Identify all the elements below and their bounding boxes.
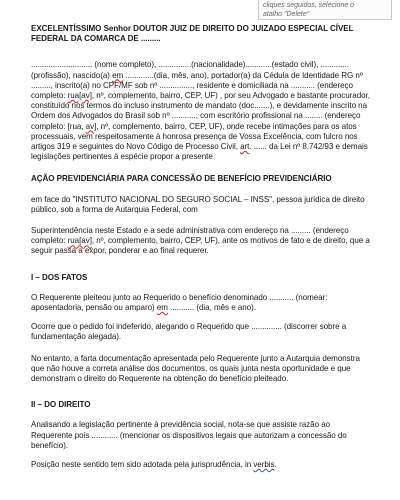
flagged-word: em — [112, 70, 124, 80]
flagged-word: em — [156, 303, 168, 313]
text-run: . ...... da Lei nº 8.742/93 e demais legislações pertinentes à espécie propor a presente — [31, 142, 368, 162]
plaintiff-qualification-paragraph[interactable] — [31, 60, 371, 162]
action-title[interactable] — [31, 174, 371, 184]
text-run: AÇÃO PREVIDENCIÁRIA PARA CONCESSÃO DE BENEFÍCIO PREVIDENCIÁRIO — [31, 174, 332, 184]
document-body[interactable] — [31, 24, 371, 479]
court-addressing-heading[interactable] — [31, 24, 371, 44]
defendant-paragraph[interactable] — [31, 195, 371, 215]
text-run: O Requerente pleiteou junto ao Requerido o benefício denominado ........... (nomear: aposentadoria, pensão ou amparo) — [31, 292, 328, 313]
text-run: EXCELENTÍSSIMO Senhor DOUTOR JUIZ DE DIREITO DO JUIZADO ESPECIAL CÍVEL FEDERAL DA COMARCA DE ......... — [31, 24, 354, 44]
text-run: ............................ (nome completo), ...............(nacionalidade)............(estado civil), ............. (profissão), nascido(a) — [31, 60, 349, 80]
flagged-word: av — [85, 121, 95, 131]
tooltip-line-2: atalho "Delete" — [263, 11, 310, 18]
facts-paragraph-1[interactable] — [31, 293, 371, 313]
text-run: II – DO DIREITO — [31, 400, 91, 410]
text-run: Analisando a legislação pertinente à previdência social, nota-se que assiste razão ao Requerente pois ............ (mencionar os dispositivos legais que autorizam a concessão do benefício). — [31, 420, 347, 450]
facts-paragraph-3[interactable] — [31, 354, 371, 385]
text-run: em face do "INSTITUTO NACIONAL DO SEGURO SOCIAL – INSS", pessoa jurídica de direito público, sob a forma de Autarquia Federal, com — [31, 194, 365, 214]
tooltip-line-1: cliques seguidos, selecione o — [263, 2, 355, 9]
flagged-word: rua[av] — [67, 91, 92, 101]
superintendence-paragraph[interactable] — [31, 226, 371, 257]
text-run: .............(dia, mês, ano), portador(a) da Cédula de Identidade RG nº ........., inscrito(a) no CPF/MF sob nº ..............., residente e domiciliada na ........... (endereço completo: — [31, 70, 363, 101]
text-run: ], nº, complemento, bairro, CEP, UF), onde recebe intimações para os atos processuais, vem respeitosamente à honrosa presença de Vossa Excelência, com fulcro nos artigos 319 e seguintes do Novo Código de Processo Civil, — [31, 121, 358, 152]
text-run: No entanto, a farta documentação apresentada pelo Requerente junto a Autarquia demonstra que não houve a correta análise dos documentos, os quais junta nesta oportunidade e que demonstram o direito do Requerente na obtenção do benefício pleiteado. — [31, 353, 360, 384]
text-run: , nº, complemento, bairro, CEP, UF), ante os motivos de fato e de direito, que a seguir passa a expor, ponderar e ao final requerer. — [31, 236, 370, 256]
flagged-word: rua[av] — [67, 236, 92, 246]
text-run: Ocorre que o pedido foi indeferido, alegando o Requerido que .............. (discorrer sobre a fundamentação alegada). — [31, 322, 347, 342]
section-facts-heading[interactable] — [31, 273, 371, 283]
text-run: I – DOS FATOS — [31, 272, 88, 282]
text-run: . — [274, 460, 277, 470]
text-run: , nº, complemento, bairro, CEP, UF) , por seu Advogado e bastante procurador, constituído nos termos do incluso instrumento de mandato (doc.......), e devidamente inscrito na Ordem dos Advogados do Brasil sob nº ..........., com escritório profissional na ........ (endereço completo: [rua, — [31, 91, 370, 131]
section-law-heading[interactable] — [31, 400, 371, 410]
text-run: ........... (dia, mês e ano). — [167, 303, 256, 313]
text-run: Superintendência neste Estado e a sede administrativa com endereço na ......... (endereço completo: — [31, 226, 349, 246]
facts-paragraph-2[interactable] — [31, 322, 371, 342]
flagged-word: verbis — [253, 460, 275, 470]
law-paragraph-1[interactable] — [31, 420, 371, 451]
text-run: Posição neste sentido tem sido adotada pela jurisprudência, in — [31, 460, 254, 470]
law-paragraph-2[interactable] — [31, 460, 371, 470]
flagged-word: art — [240, 142, 250, 152]
help-tooltip — [258, 0, 392, 20]
